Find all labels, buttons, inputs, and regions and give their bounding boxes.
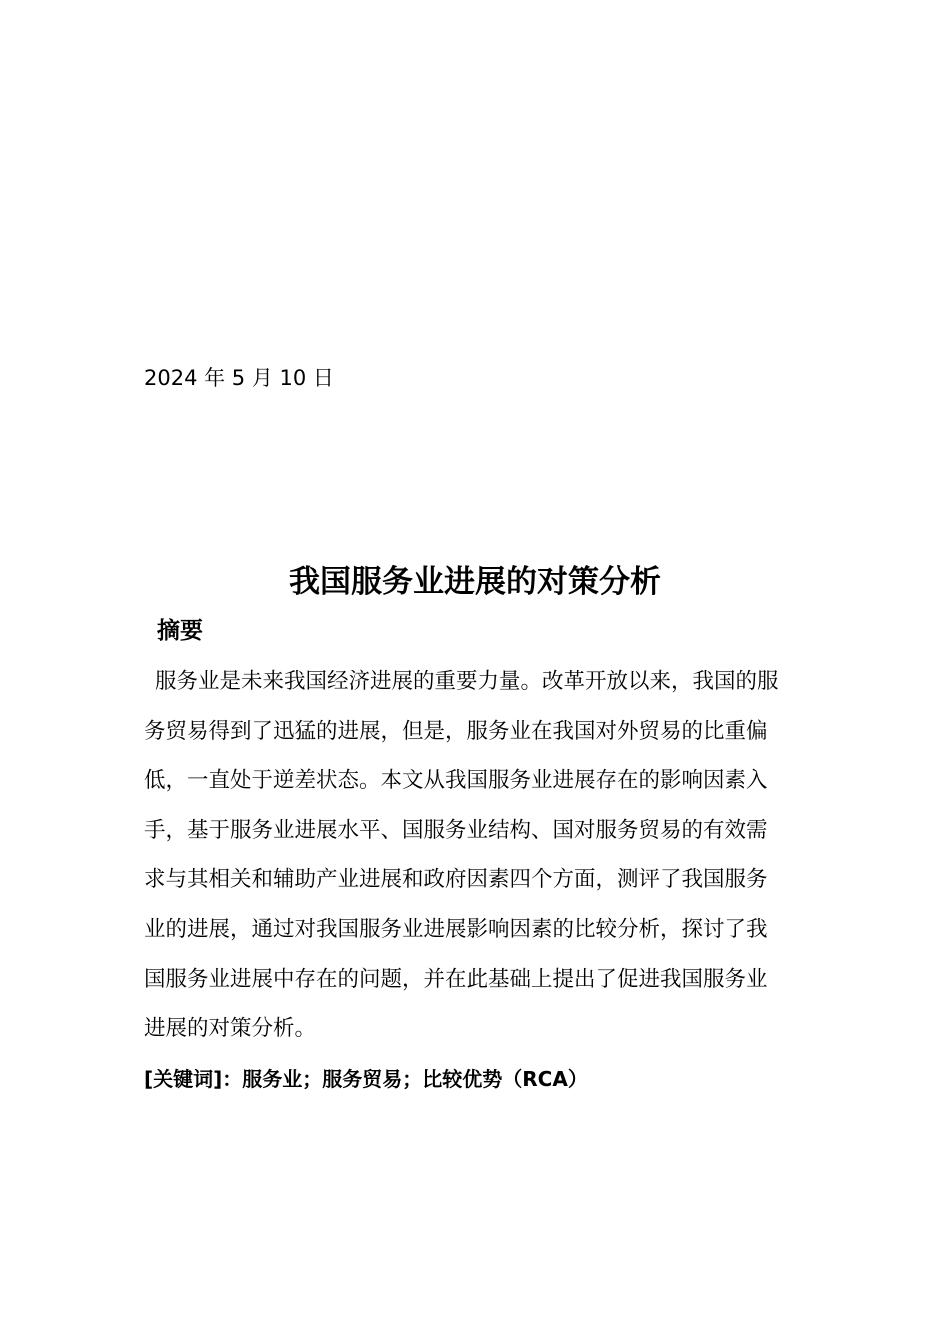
abstract-line: 务贸易得到了迅猛的进展，但是，服务业在我国对外贸易的比重偏 [144,718,768,744]
document-date: 2024 年 5 月 10 日 [144,366,334,390]
keywords-line: [关键词]：服务业；服务贸易；比较优势（RCA） [144,1067,588,1091]
abstract-line: 国服务业进展中存在的问题，并在此基础上提出了促进我国服务业 [144,966,768,992]
abstract-line: 求与其相关和辅助产业进展和政府因素四个方面，测评了我国服务 [144,867,768,893]
abstract-line: 业的进展，通过对我国服务业进展影响因素的比较分析，探讨了我 [144,916,768,942]
abstract-line: 手，基于服务业进展水平、国服务业结构、国对服务贸易的有效需 [144,817,768,843]
abstract-line: 进展的对策分析。 [144,1016,317,1042]
document-title: 我国服务业进展的对策分析 [289,564,661,600]
abstract-body [144,657,806,1054]
abstract-heading: 摘要 [157,618,203,644]
abstract-line: 低，一直处于逆差状态。本文从我国服务业进展存在的影响因素入 [144,768,768,794]
abstract-line: 服务业是未来我国经济进展的重要力量。改革开放以来，我国的服 [155,669,779,694]
